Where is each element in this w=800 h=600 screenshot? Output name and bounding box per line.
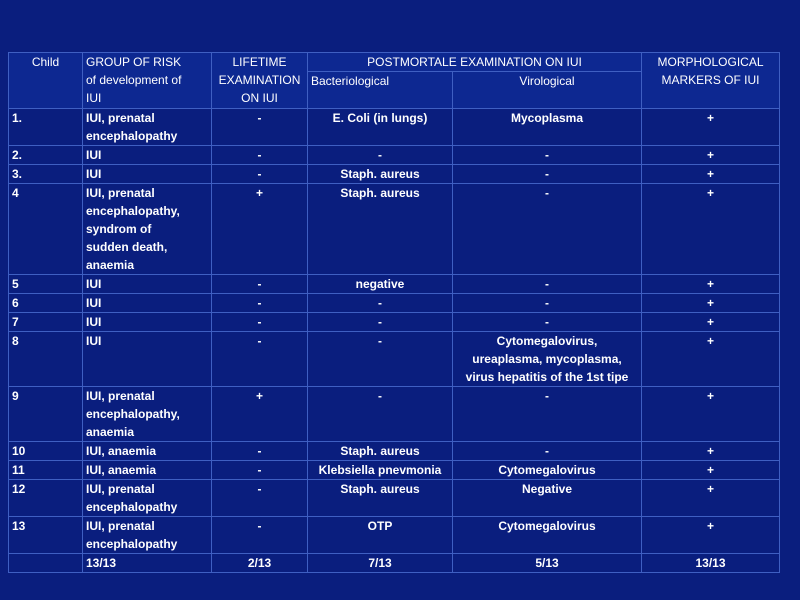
header-morphological-markers: MORPHOLOGICAL MARKERS OF IUI xyxy=(642,53,780,109)
cell-virological: - xyxy=(453,294,642,313)
cell-virological: Cytomegalovirus, ureaplasma, mycoplasma, virus hepatitis of the 1st tipe xyxy=(453,332,642,387)
cell-lifetime: - xyxy=(212,109,308,146)
table-row xyxy=(9,165,780,184)
cell-group-of-risk: IUI, prenatal encephalopathy xyxy=(83,517,212,554)
cell-group-of-risk: IUI, prenatal encephalopathy xyxy=(83,109,212,146)
cell-virological: - xyxy=(453,387,642,442)
cell-group-of-risk: IUI, prenatal encephalopathy, syndrom of sudden death, anaemia xyxy=(83,184,212,275)
cell-lifetime: + xyxy=(212,184,308,275)
cell-child: 2. xyxy=(9,146,83,165)
total-morphological: 13/13 xyxy=(642,554,780,573)
table-row xyxy=(9,109,780,146)
cell-morphological: + xyxy=(642,146,780,165)
cell-bacteriological: - xyxy=(308,294,453,313)
cell-child: 11 xyxy=(9,461,83,480)
cell-group-of-risk: IUI xyxy=(83,165,212,184)
header-lifetime-examination: LIFETIME EXAMINATION ON IUI xyxy=(212,53,308,109)
table-row xyxy=(9,480,780,517)
cell-morphological: + xyxy=(642,332,780,387)
cell-morphological: + xyxy=(642,387,780,442)
cell-child: 10 xyxy=(9,442,83,461)
results-table xyxy=(8,52,780,573)
cell-virological: - xyxy=(453,165,642,184)
cell-morphological: + xyxy=(642,275,780,294)
cell-group-of-risk: IUI, prenatal encephalopathy, anaemia xyxy=(83,387,212,442)
cell-virological: Cytomegalovirus xyxy=(453,517,642,554)
cell-lifetime: - xyxy=(212,275,308,294)
cell-virological: - xyxy=(453,184,642,275)
cell-child: 4 xyxy=(9,184,83,275)
cell-lifetime: - xyxy=(212,313,308,332)
cell-bacteriological: Staph. aureus xyxy=(308,480,453,517)
table-row xyxy=(9,184,780,275)
cell-virological: - xyxy=(453,146,642,165)
cell-child: 12 xyxy=(9,480,83,517)
cell-child: 5 xyxy=(9,275,83,294)
total-lifetime: 2/13 xyxy=(212,554,308,573)
table-row xyxy=(9,517,780,554)
cell-bacteriological: OTP xyxy=(308,517,453,554)
cell-group-of-risk: IUI xyxy=(83,294,212,313)
cell-lifetime: - xyxy=(212,332,308,387)
cell-group-of-risk: IUI xyxy=(83,146,212,165)
cell-bacteriological: E. Coli (in lungs) xyxy=(308,109,453,146)
totals-row xyxy=(9,554,780,573)
cell-morphological: + xyxy=(642,442,780,461)
total-child xyxy=(9,554,83,573)
cell-virological: - xyxy=(453,442,642,461)
header-child: Child xyxy=(9,53,83,109)
table-row xyxy=(9,313,780,332)
table-row xyxy=(9,332,780,387)
cell-group-of-risk: IUI, anaemia xyxy=(83,442,212,461)
cell-lifetime: - xyxy=(212,517,308,554)
cell-morphological: + xyxy=(642,517,780,554)
cell-morphological: + xyxy=(642,480,780,517)
cell-child: 7 xyxy=(9,313,83,332)
table-row xyxy=(9,442,780,461)
header-bacteriological: Bacteriological xyxy=(308,72,453,109)
cell-bacteriological: Staph. aureus xyxy=(308,165,453,184)
table-row xyxy=(9,294,780,313)
header-virological: Virological xyxy=(453,72,642,109)
header-postmortale-examination: POSTMORTALE EXAMINATION ON IUI xyxy=(308,53,642,72)
cell-morphological: + xyxy=(642,461,780,480)
cell-lifetime: - xyxy=(212,480,308,517)
cell-lifetime: - xyxy=(212,146,308,165)
cell-virological: - xyxy=(453,313,642,332)
cell-group-of-risk: IUI, anaemia xyxy=(83,461,212,480)
cell-lifetime: - xyxy=(212,294,308,313)
cell-morphological: + xyxy=(642,313,780,332)
cell-child: 13 xyxy=(9,517,83,554)
cell-virological: Negative xyxy=(453,480,642,517)
cell-morphological: + xyxy=(642,109,780,146)
table-row xyxy=(9,461,780,480)
cell-group-of-risk: IUI xyxy=(83,313,212,332)
cell-group-of-risk: IUI, prenatal encephalopathy xyxy=(83,480,212,517)
cell-morphological: + xyxy=(642,294,780,313)
table-row xyxy=(9,387,780,442)
cell-lifetime: + xyxy=(212,387,308,442)
total-bacteriological: 7/13 xyxy=(308,554,453,573)
cell-bacteriological: Staph. aureus xyxy=(308,184,453,275)
cell-morphological: + xyxy=(642,165,780,184)
cell-child: 1. xyxy=(9,109,83,146)
cell-bacteriological: Klebsiella pnevmonia xyxy=(308,461,453,480)
cell-group-of-risk: IUI xyxy=(83,275,212,294)
cell-bacteriological: Staph. aureus xyxy=(308,442,453,461)
cell-lifetime: - xyxy=(212,442,308,461)
cell-child: 3. xyxy=(9,165,83,184)
table-row xyxy=(9,275,780,294)
cell-lifetime: - xyxy=(212,165,308,184)
table-body xyxy=(9,109,780,573)
cell-virological: Cytomegalovirus xyxy=(453,461,642,480)
cell-bacteriological: - xyxy=(308,332,453,387)
cell-bacteriological: - xyxy=(308,387,453,442)
cell-child: 6 xyxy=(9,294,83,313)
table-row xyxy=(9,146,780,165)
total-virological: 5/13 xyxy=(453,554,642,573)
cell-virological: Mycoplasma xyxy=(453,109,642,146)
cell-group-of-risk: IUI xyxy=(83,332,212,387)
cell-bacteriological: - xyxy=(308,146,453,165)
total-group: 13/13 xyxy=(83,554,212,573)
cell-morphological: + xyxy=(642,184,780,275)
header-group-of-risk: GROUP OF RISK of development of IUI xyxy=(83,53,212,109)
cell-virological: - xyxy=(453,275,642,294)
cell-child: 9 xyxy=(9,387,83,442)
cell-bacteriological: - xyxy=(308,313,453,332)
cell-lifetime: - xyxy=(212,461,308,480)
cell-bacteriological: negative xyxy=(308,275,453,294)
cell-child: 8 xyxy=(9,332,83,387)
